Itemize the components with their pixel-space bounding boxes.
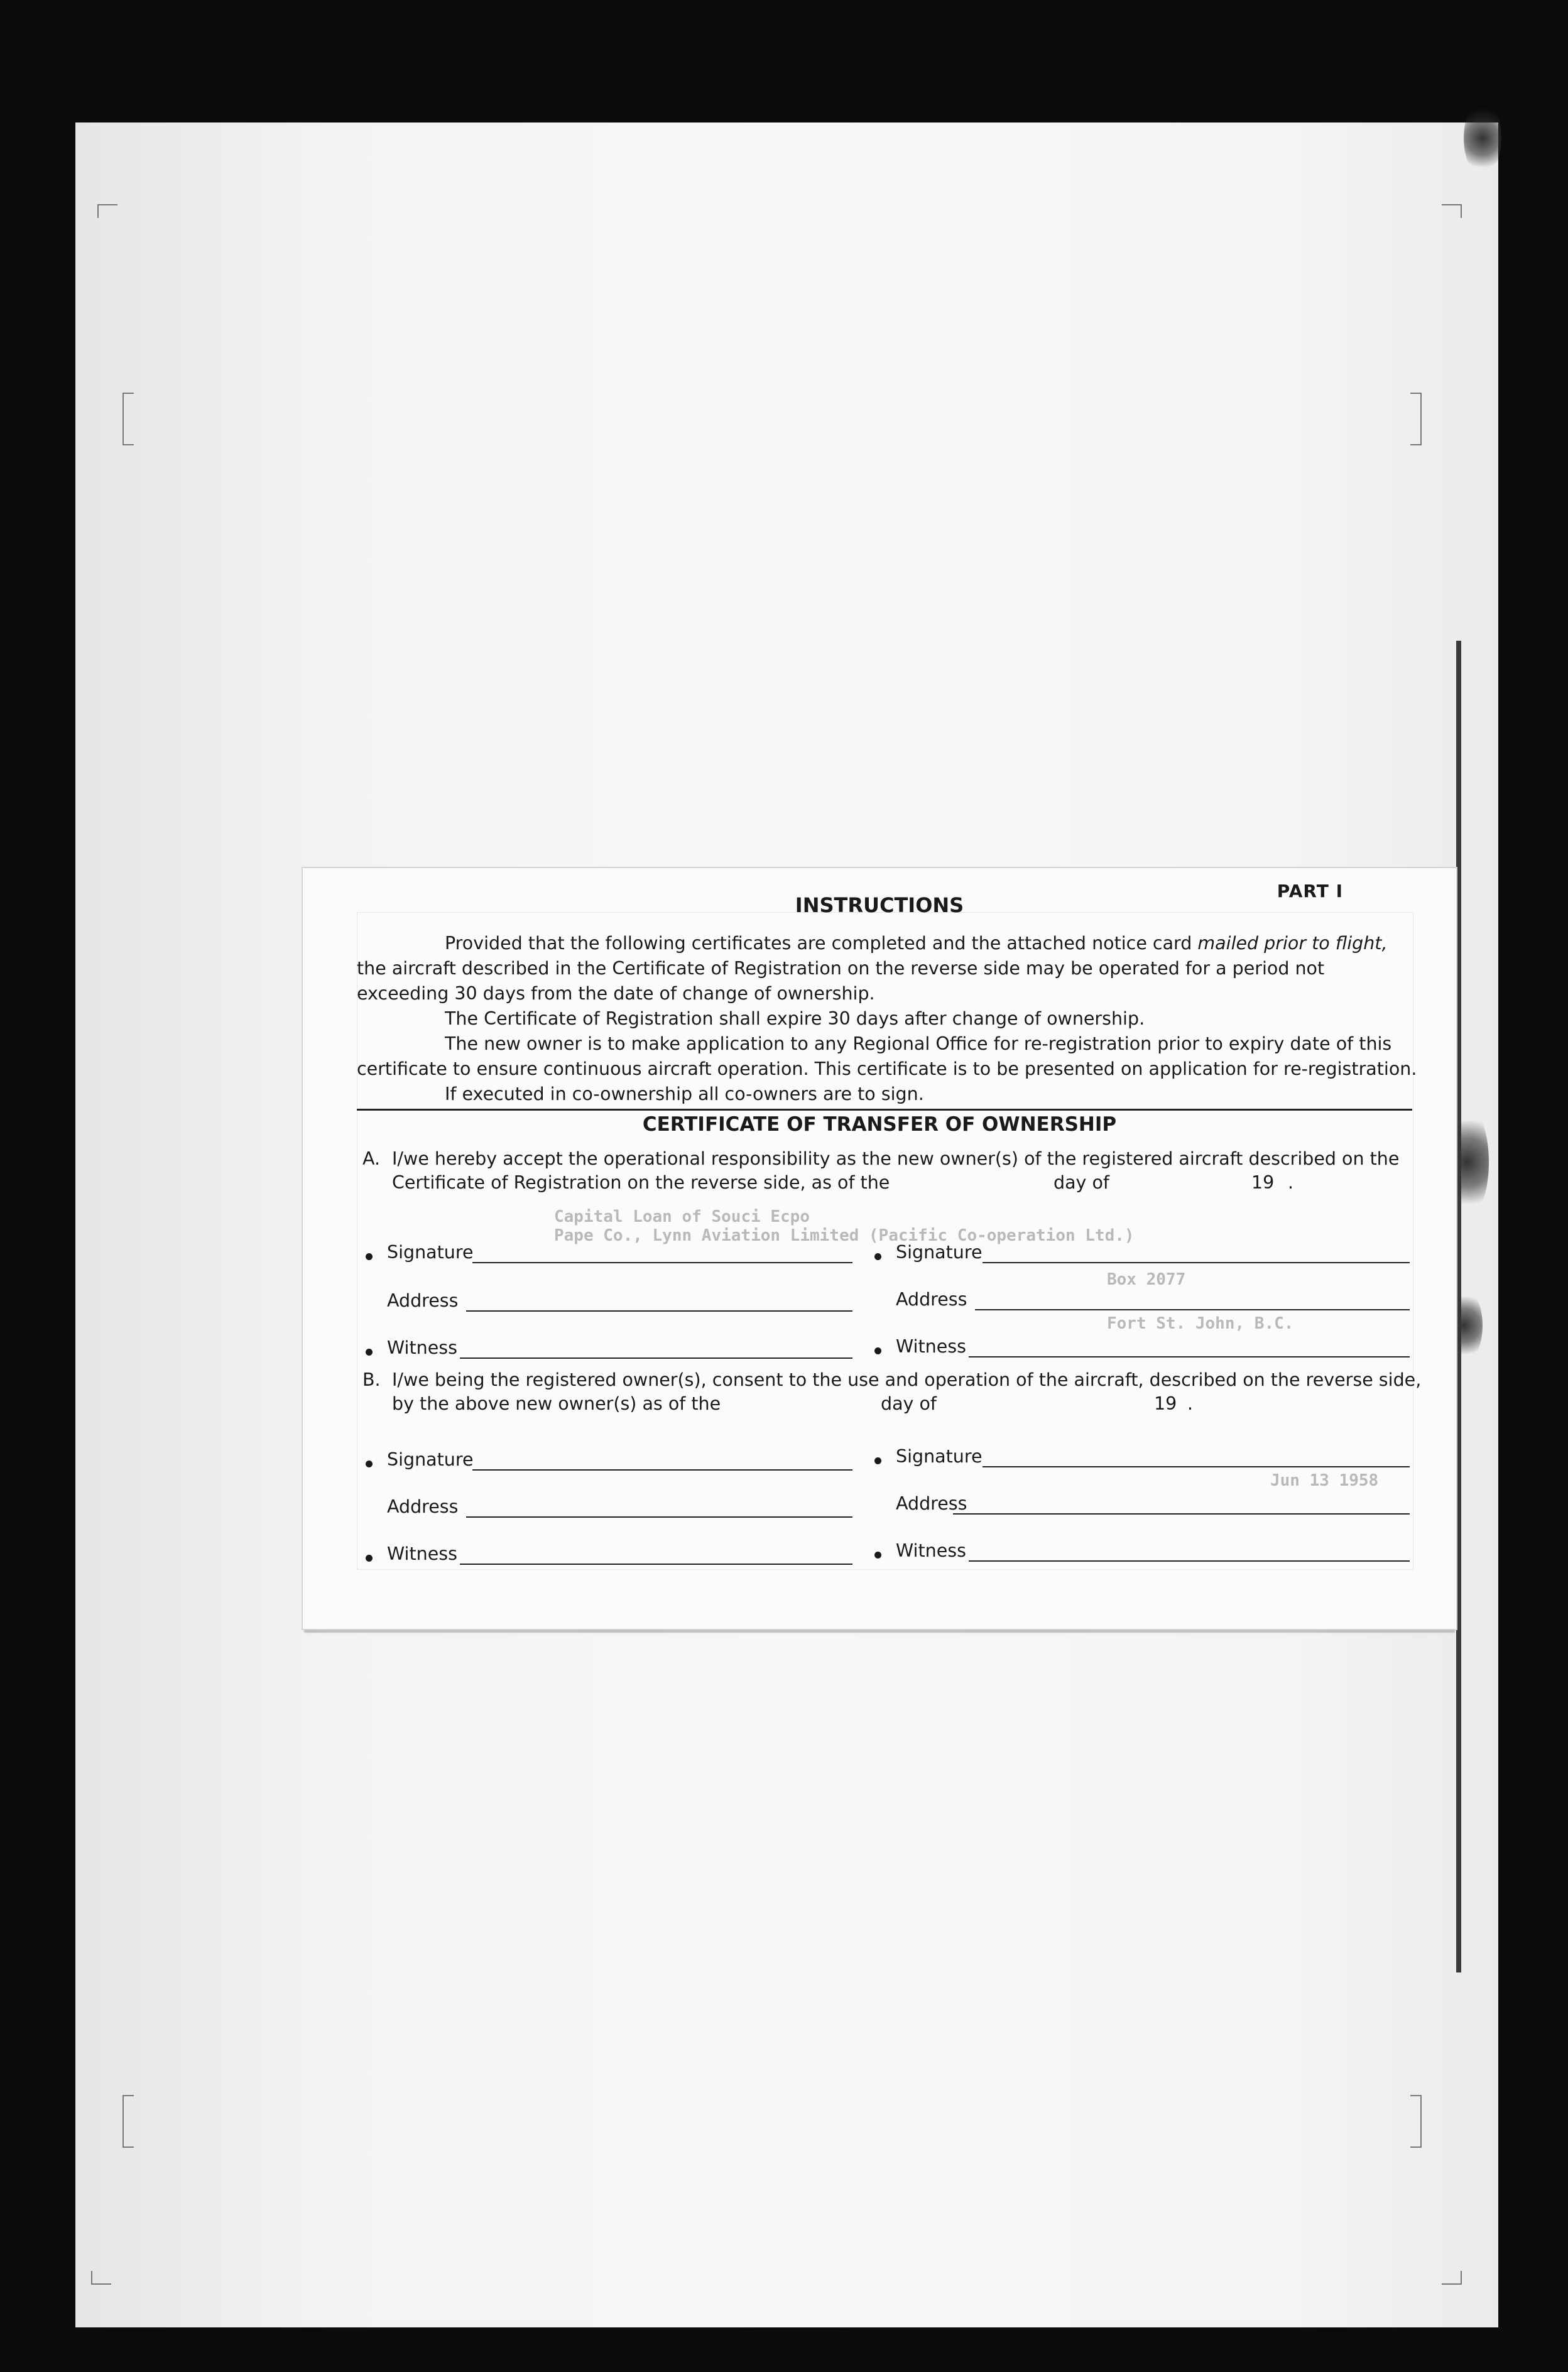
field-label: Address xyxy=(896,1493,967,1514)
instructions-line: certificate to ensure continuous aircraft operation. This certificate is to be presented on application for re-registration. xyxy=(357,1058,1417,1079)
signature-line[interactable] xyxy=(983,1466,1410,1467)
section-a-period: . xyxy=(1288,1172,1294,1193)
show-through-line: Box 2077 xyxy=(1107,1270,1186,1289)
instructions-line xyxy=(357,1006,1412,1031)
section-b-second-witness[interactable] xyxy=(874,1540,1410,1565)
bullet-icon xyxy=(366,1253,373,1260)
bullet-icon xyxy=(366,1555,373,1562)
section-b-address[interactable] xyxy=(366,1496,852,1521)
section-b-year: 19 xyxy=(1154,1393,1177,1414)
bullet-icon xyxy=(874,1253,881,1260)
instructions-line: exceeding 30 days from the date of change of ownership. xyxy=(357,983,875,1004)
show-through-line: Fort St. John, B.C. xyxy=(1107,1314,1294,1333)
show-through-line: Pape Co., Lynn Aviation Limited (Pacific Co-operation Ltd.) xyxy=(554,1226,1135,1245)
section-a-marker: A. xyxy=(362,1148,381,1169)
section-b-line1: I/we being the registered owner(s), consent to the use and operation of the aircraft, described on the reverse side, xyxy=(392,1369,1422,1390)
section-a-second-witness[interactable] xyxy=(874,1336,1410,1361)
field-label: Signature xyxy=(387,1242,474,1263)
section-divider xyxy=(357,1109,1412,1111)
field-label: Address xyxy=(387,1290,459,1311)
crop-mark-lower-right xyxy=(1410,2095,1422,2148)
instructions-text xyxy=(357,931,1417,1107)
witness-line[interactable] xyxy=(969,1560,1410,1562)
address-line[interactable] xyxy=(953,1513,1410,1515)
signature-line[interactable] xyxy=(472,1469,852,1471)
instructions-emphasis: mailed prior to flight, xyxy=(1197,933,1388,954)
section-b-line2: by the above new owner(s) as of the xyxy=(392,1393,721,1414)
field-label: Witness xyxy=(387,1337,457,1358)
instructions-line-text: If executed in co-ownership all co-owners are to sign. xyxy=(445,1084,924,1104)
instructions-line-text: The Certificate of Registration shall expire 30 days after change of ownership. xyxy=(445,1008,1145,1029)
instructions-line xyxy=(357,1082,1412,1107)
bullet-icon xyxy=(366,1349,373,1356)
section-a-year: 19 xyxy=(1251,1172,1275,1193)
crop-mark-bottom-right xyxy=(1442,2271,1462,2285)
section-a-address[interactable] xyxy=(366,1290,852,1315)
witness-line[interactable] xyxy=(460,1564,852,1565)
section-b-second-address[interactable] xyxy=(874,1493,1410,1518)
field-label: Witness xyxy=(896,1540,966,1561)
part-label: PART I xyxy=(1277,881,1343,901)
signature-line[interactable] xyxy=(983,1262,1410,1263)
crop-mark-top-right xyxy=(1442,204,1462,218)
section-a-witness[interactable] xyxy=(366,1337,852,1363)
bullet-icon xyxy=(874,1552,881,1559)
address-line[interactable] xyxy=(466,1310,852,1312)
crop-mark-bottom-left xyxy=(91,2271,111,2285)
instructions-line-text: Provided that the following certificates are completed and the attached notice card xyxy=(445,933,1198,954)
witness-line[interactable] xyxy=(969,1356,1410,1357)
instructions-title: INSTRUCTIONS xyxy=(795,893,964,917)
section-a-second-owner-signature[interactable] xyxy=(874,1242,1410,1267)
crop-mark-top-left xyxy=(97,204,117,218)
witness-line[interactable] xyxy=(460,1357,852,1359)
bullet-icon xyxy=(874,1457,881,1464)
crop-mark-upper-right xyxy=(1410,393,1422,445)
section-b-second-owner-signature[interactable] xyxy=(874,1446,1410,1471)
section-b-witness[interactable] xyxy=(366,1543,852,1569)
section-b-owner-signature[interactable] xyxy=(366,1449,852,1474)
crop-mark-lower-left xyxy=(122,2095,134,2148)
certificate-title: CERTIFICATE OF TRANSFER OF OWNERSHIP xyxy=(642,1113,1117,1136)
section-a-second-address[interactable] xyxy=(874,1289,1410,1314)
show-through-line: Jun 13 1958 xyxy=(1270,1471,1379,1490)
field-label: Address xyxy=(896,1289,967,1310)
address-line[interactable] xyxy=(975,1309,1410,1310)
field-label: Signature xyxy=(387,1449,474,1470)
instructions-line: the aircraft described in the Certificate of Registration on the reverse side may be operated for a period not xyxy=(357,958,1325,979)
section-b-marker: B. xyxy=(362,1369,381,1390)
instructions-line-text: The new owner is to make application to any Regional Office for re-registration prior to expiry date of this xyxy=(445,1033,1392,1054)
address-line[interactable] xyxy=(466,1516,852,1518)
bullet-icon xyxy=(366,1461,373,1467)
field-label: Signature xyxy=(896,1242,983,1263)
bullet-icon xyxy=(874,1347,881,1354)
ink-smudge xyxy=(1464,101,1501,176)
crop-mark-upper-left xyxy=(122,393,134,445)
section-a-day-of: day of xyxy=(1054,1172,1109,1193)
show-through-line: Capital Loan of Souci Ecpo xyxy=(554,1207,810,1226)
section-a-new-owner-signature[interactable] xyxy=(366,1242,852,1267)
field-label: Witness xyxy=(896,1336,966,1357)
instructions-line xyxy=(357,931,1412,956)
field-label: Signature xyxy=(896,1446,983,1467)
transfer-card xyxy=(302,867,1457,1630)
section-a-line1: I/we hereby accept the operational responsibility as the new owner(s) of the registered aircraft described on the xyxy=(392,1148,1400,1169)
signature-line[interactable] xyxy=(472,1262,852,1263)
section-b-period: . xyxy=(1187,1393,1194,1414)
section-b-day-of: day of xyxy=(881,1393,937,1414)
section-a-line2: Certificate of Registration on the reverse side, as of the xyxy=(392,1172,890,1193)
field-label: Address xyxy=(387,1496,459,1517)
field-label: Witness xyxy=(387,1543,457,1564)
instructions-line xyxy=(357,1031,1412,1057)
